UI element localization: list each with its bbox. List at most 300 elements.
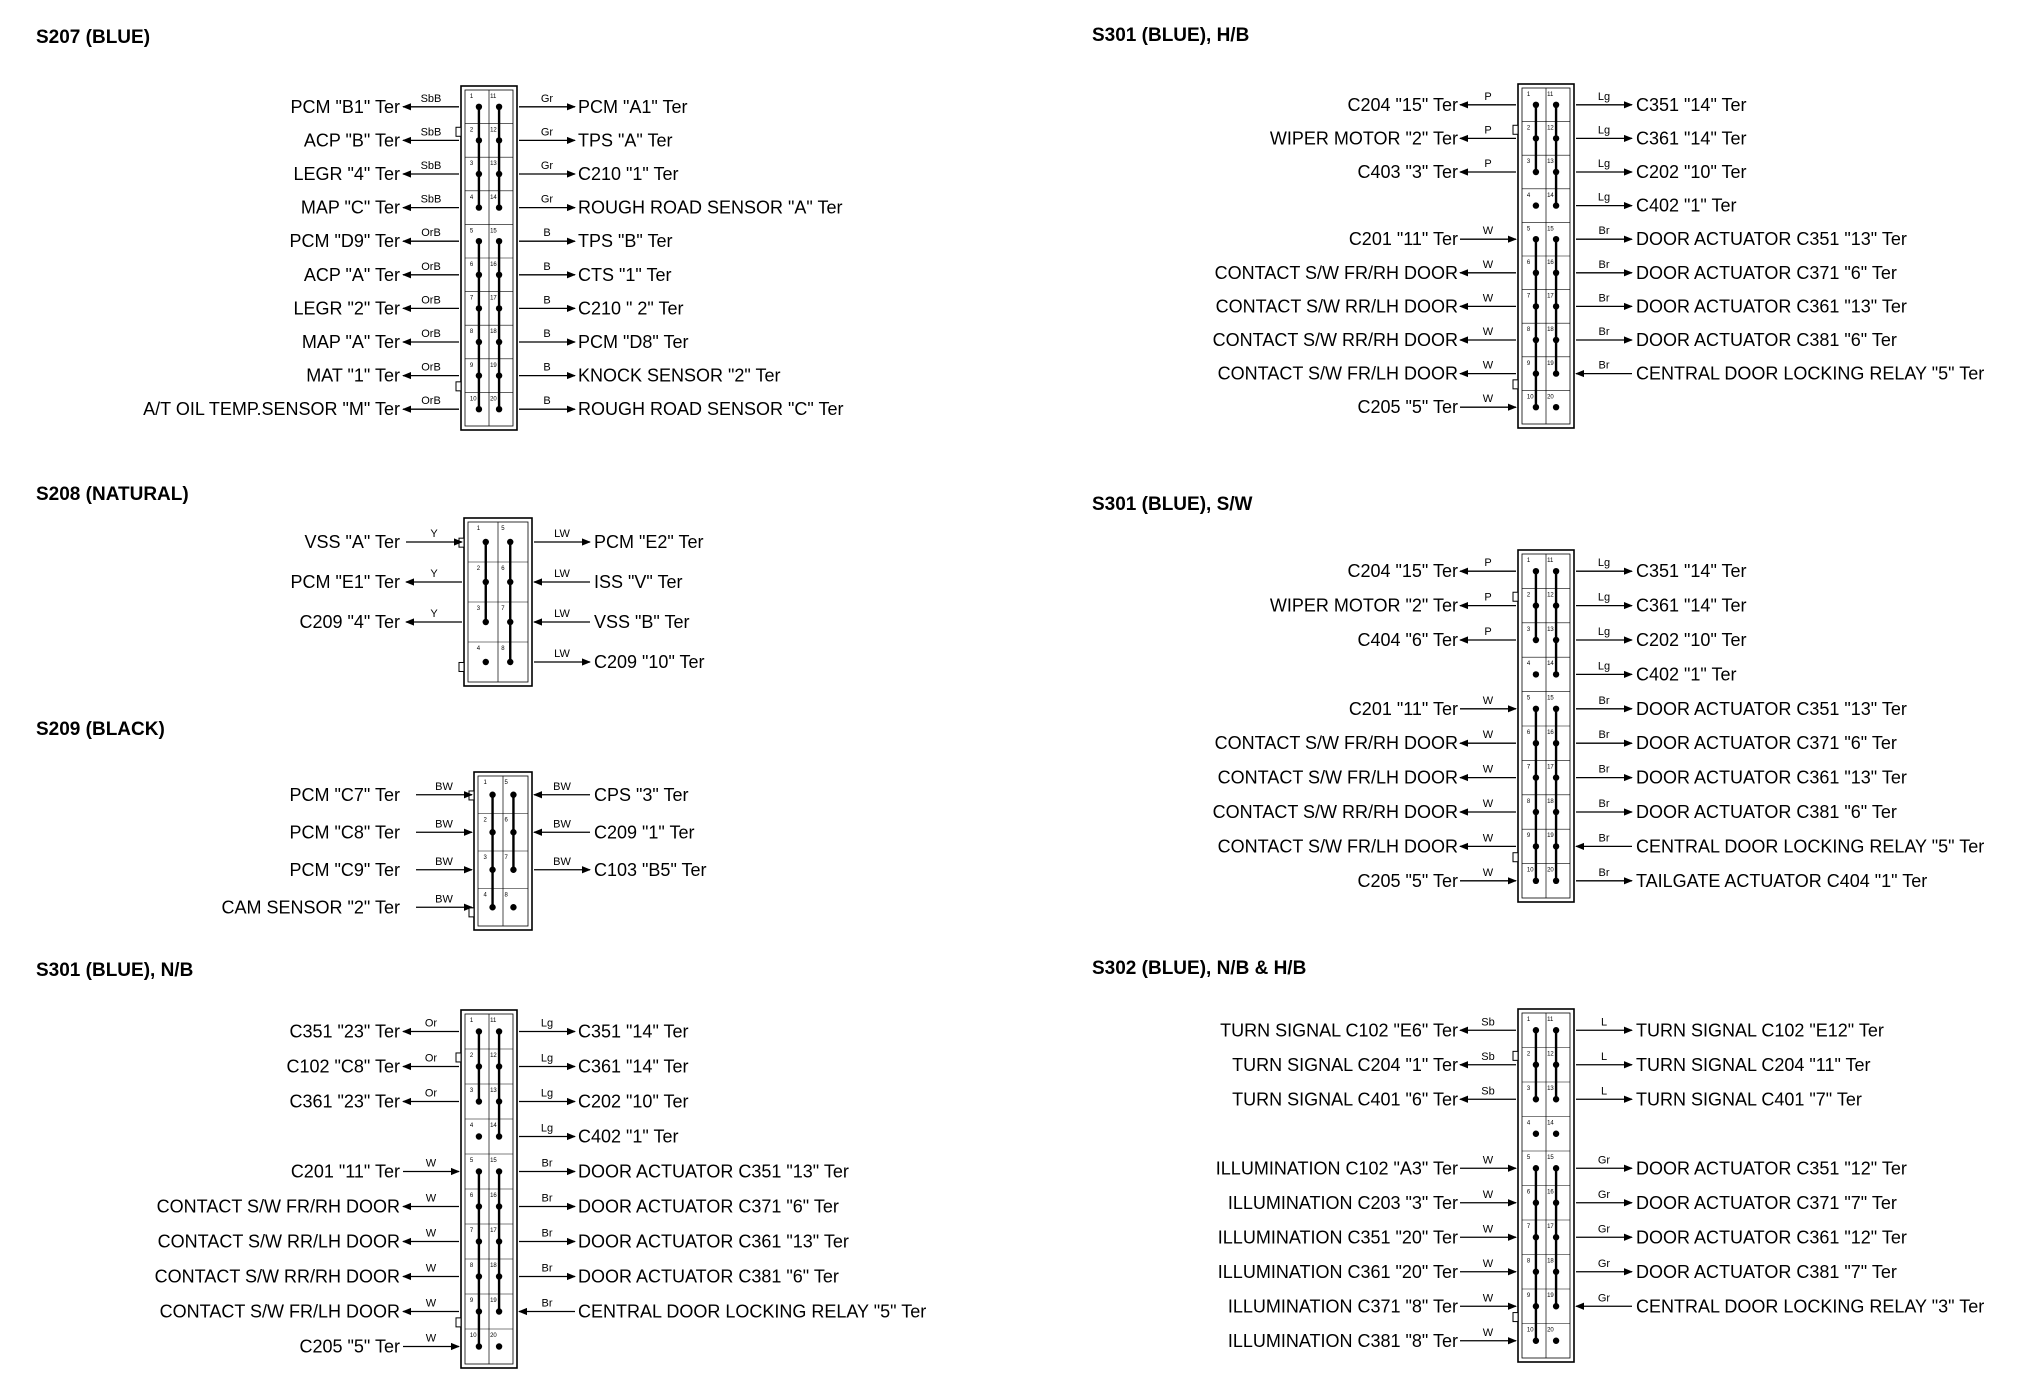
pin-number: 8: [469, 329, 474, 336]
connector-pin: [1533, 1338, 1539, 1344]
pin-number: 13: [1547, 1086, 1554, 1092]
terminal-label: C402 "1" Ter: [1636, 664, 1737, 685]
wire-left: [305, 528, 462, 552]
wire-left: [289, 1088, 459, 1112]
pin-number: 6: [1526, 260, 1531, 266]
connector-pin: [496, 1133, 502, 1139]
connector-pin: [510, 792, 516, 798]
terminal-label: CONTACT S/W FR/LH DOOR: [1217, 767, 1458, 788]
wire-left: [1228, 1189, 1516, 1213]
connector-lock-tab: [459, 538, 464, 547]
terminal-label: DOOR ACTUATOR C351 "13" Ter: [578, 1161, 849, 1182]
terminal-label: LEGR "2" Ter: [293, 298, 400, 319]
terminal-label: C204 "15" Ter: [1347, 561, 1458, 582]
terminal-label: C351 "14" Ter: [1636, 94, 1747, 115]
pin-number: 16: [1547, 730, 1554, 736]
pin-number: 8: [1526, 327, 1531, 334]
wire-color-code: Gr: [1597, 1223, 1611, 1236]
terminal-label: PCM "D8" Ter: [578, 332, 689, 352]
terminal-label: CONTACT S/W RR/LH DOOR: [157, 1231, 400, 1252]
connector-pin: [483, 579, 489, 585]
terminal-label: TPS "B" Ter: [578, 231, 673, 252]
pin-number: 3: [1526, 626, 1531, 633]
connector-pin: [1553, 1027, 1559, 1033]
wire-right: [1576, 292, 1907, 316]
wire-color-code: W: [1482, 694, 1494, 707]
pin-number: 14: [1547, 661, 1554, 668]
wire-left: [1216, 292, 1516, 316]
wire-right: [1576, 798, 1897, 822]
wire-left: [291, 93, 459, 117]
terminal-label: C209 "10" Ter: [594, 652, 705, 672]
wire-color-code: Y: [430, 608, 438, 620]
wire-right: [1576, 695, 1907, 719]
terminal-label: PCM "E2" Ter: [594, 532, 704, 552]
wire-left: [1213, 798, 1516, 822]
terminal-label: PCM "C7" Ter: [289, 784, 400, 805]
wire-color-code: W: [425, 1157, 437, 1170]
pin-number: 3: [1526, 1086, 1531, 1092]
connector-lock-tab: [1513, 853, 1518, 862]
pin-number: 5: [1526, 695, 1531, 702]
connector-pin: [496, 104, 502, 110]
wire-left: [1218, 764, 1516, 788]
connector-pin: [1533, 236, 1539, 242]
wire-color-code: W: [1482, 1326, 1494, 1339]
terminal-label: C204 "15" Ter: [1347, 94, 1458, 115]
connector-pin: [483, 659, 489, 665]
wire-color-code: LW: [554, 568, 570, 580]
wire-right: [1576, 192, 1737, 216]
wire-left: [294, 294, 460, 318]
connector-pin: [476, 1308, 482, 1314]
wire-left: [1218, 1258, 1516, 1282]
wire-right: [534, 608, 689, 632]
wire-left: [1347, 91, 1516, 115]
pin-number: 8: [1526, 798, 1531, 805]
terminal-label: PCM "A1" Ter: [578, 96, 688, 117]
terminal-label: TURN SIGNAL C102 "E12" Ter: [1636, 1020, 1884, 1041]
pin-number: 14: [1547, 1120, 1554, 1127]
connector-pin: [1533, 671, 1539, 677]
pin-number: 8: [469, 1263, 474, 1269]
terminal-label: PCM "C8" Ter: [289, 822, 400, 843]
pin-number: 2: [469, 127, 474, 134]
connector-body: [456, 86, 517, 430]
connector-pin: [476, 1098, 482, 1104]
terminal-label: VSS "A" Ter: [304, 532, 400, 552]
connector-body: [1513, 84, 1574, 428]
wire-right: [519, 227, 672, 251]
pin-number: 1: [483, 780, 487, 786]
connector-pin: [1553, 809, 1559, 815]
wire-color-code: W: [1482, 292, 1494, 305]
wire-color-code: P: [1484, 124, 1492, 137]
connector-pin: [1553, 1269, 1559, 1275]
terminal-label: DOOR ACTUATOR C371 "7" Ter: [1636, 1192, 1897, 1213]
terminal-label: C205 "5" Ter: [1357, 870, 1458, 891]
terminal-label: A/T OIL TEMP.SENSOR "M" Ter: [143, 399, 400, 420]
wire-right: [1576, 326, 1897, 350]
wire-left: [1228, 1327, 1516, 1351]
wire-right: [519, 1193, 839, 1217]
connector-pin: [1553, 202, 1559, 208]
wire-left: [160, 1298, 459, 1322]
connector-pin: [476, 305, 482, 311]
connector-pin: [476, 1343, 482, 1349]
wire-color-code: W: [1482, 763, 1494, 776]
wire-color-code: OrB: [421, 361, 441, 374]
wire-color-code: BW: [435, 855, 453, 868]
pin-number: 10: [1526, 867, 1534, 874]
connector-section-s301sw: [1092, 494, 1984, 902]
connector-pin: [496, 1308, 502, 1314]
pin-number: 5: [469, 1158, 474, 1164]
wire-color-code: W: [1482, 798, 1494, 810]
connector-pin: [476, 372, 482, 378]
wire-color-code: Sb: [1481, 1016, 1495, 1029]
connector-pin: [510, 904, 516, 910]
terminal-label: C404 "6" Ter: [1357, 630, 1458, 650]
pin-number: 17: [1547, 1224, 1554, 1230]
wire-color-code: Lg: [1597, 557, 1611, 570]
pin-number: 17: [1547, 293, 1554, 300]
terminal-label: CONTACT S/W FR/LH DOOR: [159, 1301, 400, 1322]
wire-color-code: Lg: [540, 1017, 554, 1030]
connector-pin: [1533, 1303, 1539, 1309]
pin-number: 2: [483, 817, 487, 824]
connector-pin: [1553, 337, 1559, 343]
terminal-label: C361 "14" Ter: [1636, 128, 1747, 149]
pin-number: 18: [490, 1263, 497, 1269]
connector-pin: [496, 1238, 502, 1244]
wire-right: [519, 328, 688, 352]
connector-pin: [1533, 740, 1539, 746]
pin-number: 17: [490, 295, 497, 302]
wire-color-code: W: [425, 1262, 437, 1275]
wire-right: [534, 568, 682, 592]
wire-color-code: W: [425, 1297, 437, 1310]
wire-right: [1576, 91, 1747, 115]
wire-right: [519, 126, 672, 150]
terminal-label: ISS "V" Ter: [594, 572, 683, 592]
pin-number: 2: [469, 1053, 474, 1059]
wire-color-code: Sb: [1481, 1050, 1495, 1063]
wire-color-code: W: [1482, 326, 1494, 338]
wire-color-code: Lg: [1597, 591, 1611, 604]
wire-left: [1218, 832, 1516, 856]
wire-right: [534, 781, 688, 805]
pin-number: 7: [1526, 764, 1531, 771]
wire-left: [1270, 124, 1516, 148]
wire-right: [1576, 626, 1747, 650]
wire-color-code: B: [543, 227, 551, 240]
pin-number: 3: [469, 161, 474, 168]
terminal-label: C210 " 2" Ter: [578, 298, 684, 319]
wire-color-code: B: [543, 328, 551, 340]
connector-pin: [1533, 637, 1539, 643]
wire-right: [519, 1158, 849, 1182]
terminal-label: ACP "B" Ter: [303, 130, 400, 151]
wire-right: [1576, 1189, 1897, 1213]
wire-color-code: W: [425, 1332, 437, 1345]
pin-number: 18: [1547, 1258, 1554, 1265]
pin-number: 18: [490, 329, 497, 336]
pin-number: 11: [490, 1018, 497, 1024]
terminal-label: ROUGH ROAD SENSOR "C" Ter: [578, 399, 844, 420]
terminal-label: CONTACT S/W FR/RH DOOR: [1214, 733, 1458, 754]
pin-number: 10: [1526, 1327, 1534, 1334]
wire-color-code: Gr: [1597, 1188, 1611, 1201]
wire-color-code: W: [425, 1227, 437, 1240]
terminal-label: DOOR ACTUATOR C381 "7" Ter: [1636, 1261, 1897, 1282]
connector-pin: [476, 1203, 482, 1209]
connector-lock-tab: [469, 908, 474, 917]
terminal-label: C202 "10" Ter: [1636, 630, 1747, 650]
connector-pin: [476, 238, 482, 244]
wire-color-code: LW: [554, 528, 570, 540]
pin-number: 11: [1547, 92, 1554, 98]
connector-body: [1513, 550, 1574, 902]
connector-pin: [1553, 1200, 1559, 1206]
terminal-label: C202 "10" Ter: [578, 1091, 689, 1112]
pin-number: 12: [490, 1053, 497, 1059]
wire-color-code: Lg: [540, 1052, 554, 1065]
wire-right: [1576, 832, 1984, 856]
wire-left: [1213, 326, 1516, 350]
connector-pin: [496, 1203, 502, 1209]
connector-pin: [496, 1273, 502, 1279]
connector-pin: [1533, 1027, 1539, 1033]
pin-number: 3: [469, 1088, 474, 1094]
wire-color-code: Gr: [1597, 1154, 1611, 1167]
terminal-label: CONTACT S/W FR/RH DOOR: [1214, 262, 1458, 283]
wire-left: [291, 568, 462, 592]
wire-color-code: P: [1484, 557, 1492, 570]
connector-pin: [1553, 637, 1559, 643]
connector-pin: [507, 619, 513, 625]
pin-number: 14: [1547, 192, 1554, 199]
wire-color-code: Br: [541, 1192, 553, 1205]
connector-pin: [1533, 774, 1539, 780]
connector-pin: [1533, 809, 1539, 815]
terminal-label: DOOR ACTUATOR C351 "13" Ter: [1636, 698, 1907, 719]
wire-color-code: BW: [435, 893, 453, 906]
connector-pin: [1533, 1096, 1539, 1102]
wire-color-code: B: [543, 294, 551, 307]
connector-lock-tab: [456, 127, 461, 136]
wire-color-code: SbB: [420, 126, 442, 139]
connector-pin: [496, 406, 502, 412]
wire-right: [1576, 660, 1737, 684]
pin-number: 20: [1547, 867, 1554, 874]
pin-number: 9: [1526, 360, 1531, 367]
wire-right: [519, 1263, 839, 1287]
connector-pin: [1553, 370, 1559, 376]
wire-color-code: OrB: [421, 395, 441, 408]
pin-number: 4: [1526, 1120, 1531, 1127]
connector-pin: [476, 272, 482, 278]
pin-number: 5: [1526, 226, 1531, 233]
connector-pin: [476, 204, 482, 210]
terminal-label: TPS "A" Ter: [578, 130, 673, 151]
connector-pin: [476, 1028, 482, 1034]
pin-number: 8: [501, 646, 505, 652]
terminal-label: ILLUMINATION C371 "8" Ter: [1227, 1296, 1458, 1317]
connector-pin: [476, 137, 482, 143]
wire-color-code: SbB: [420, 193, 442, 206]
connector-pin: [496, 305, 502, 311]
connector-section-s208: [36, 484, 705, 686]
wire-color-code: LW: [554, 608, 570, 620]
wire-color-code: Br: [1598, 326, 1610, 338]
wire-color-code: L: [1600, 1016, 1608, 1029]
connector-pin: [476, 104, 482, 110]
terminal-label: C102 "C8" Ter: [286, 1056, 400, 1077]
connector-pin: [476, 1238, 482, 1244]
pin-number: 9: [469, 1298, 474, 1304]
terminal-label: CENTRAL DOOR LOCKING RELAY "5" Ter: [1636, 836, 1985, 857]
pin-number: 7: [1526, 1224, 1531, 1230]
pin-number: 7: [504, 855, 508, 861]
connector-pin: [1553, 1062, 1559, 1068]
connector-pin: [1553, 878, 1559, 884]
wire-right: [534, 818, 695, 842]
terminal-label: ROUGH ROAD SENSOR "A" Ter: [578, 197, 843, 218]
section-title: S301 (BLUE), H/B: [1092, 25, 1250, 46]
wire-color-code: Lg: [1597, 158, 1611, 170]
wire-color-code: B: [543, 260, 551, 273]
wire-right: [1576, 1051, 1871, 1075]
wire-right: [1576, 1085, 1862, 1109]
pin-number: 5: [469, 228, 474, 235]
terminal-label: CONTACT S/W RR/RH DOOR: [1212, 802, 1458, 822]
wire-right: [519, 1018, 689, 1042]
connector-pin: [496, 1028, 502, 1034]
connector-pin: [1553, 236, 1559, 242]
connector-body: [456, 1010, 517, 1368]
pin-number: 4: [469, 194, 474, 201]
wire-right: [1576, 1258, 1897, 1282]
terminal-label: MAT "1" Ter: [306, 365, 400, 386]
wire-right: [519, 261, 671, 285]
wire-color-code: L: [1600, 1085, 1608, 1098]
pin-number: 7: [469, 295, 474, 302]
connector-pin: [1533, 135, 1539, 141]
wire-color-code: Br: [1598, 225, 1610, 238]
connector-pin: [1533, 602, 1539, 608]
pin-number: 15: [1547, 1155, 1554, 1161]
terminal-label: CONTACT S/W RR/RH DOOR: [1212, 330, 1458, 350]
pin-number: 2: [476, 566, 481, 572]
terminal-label: DOOR ACTUATOR C361 "12" Ter: [1636, 1227, 1907, 1248]
pin-number: 15: [1547, 695, 1554, 702]
pin-number: 18: [1547, 327, 1554, 334]
wire-left: [1357, 867, 1516, 891]
wire-left: [299, 608, 462, 632]
wire-color-code: BW: [435, 818, 453, 831]
pin-number: 16: [490, 262, 497, 268]
terminal-label: DOOR ACTUATOR C371 "6" Ter: [578, 1196, 839, 1217]
pin-number: 1: [476, 526, 481, 532]
connector-body: [469, 772, 532, 930]
connector-pin: [1533, 169, 1539, 175]
connector-pin: [1533, 337, 1539, 343]
connector-body: [459, 518, 532, 686]
wire-right: [519, 1088, 689, 1112]
wire-right: [1576, 225, 1907, 249]
wire-right: [1576, 124, 1747, 148]
pin-number: 6: [501, 566, 505, 572]
terminal-label: CENTRAL DOOR LOCKING RELAY "3" Ter: [1636, 1296, 1985, 1317]
section-title: S209 (BLACK): [36, 719, 165, 740]
terminal-label: TURN SIGNAL C204 "11" Ter: [1636, 1054, 1871, 1075]
connector-pin: [1553, 1131, 1559, 1137]
wire-left: [1215, 729, 1516, 753]
wire-left: [143, 395, 459, 419]
wire-color-code: Lg: [1597, 90, 1611, 103]
section-title: S301 (BLUE), S/W: [1092, 494, 1253, 515]
connector-lock-tab: [1513, 592, 1518, 601]
wire-color-code: Sb: [1481, 1085, 1495, 1098]
pin-number: 14: [490, 1123, 497, 1129]
wire-right: [1576, 1292, 1984, 1316]
terminal-label: C351 "23" Ter: [289, 1021, 400, 1042]
connector-pin: [476, 171, 482, 177]
pin-number: 10: [1526, 394, 1534, 401]
connector-pin: [1533, 102, 1539, 108]
wire-color-code: SbB: [420, 160, 442, 172]
wire-color-code: Br: [1598, 694, 1610, 707]
wire-left: [1228, 1292, 1516, 1316]
connector-pin: [1533, 1131, 1539, 1137]
section-title: S301 (BLUE), N/B: [36, 960, 194, 981]
section-title: S208 (NATURAL): [36, 484, 189, 505]
terminal-label: DOOR ACTUATOR C371 "6" Ter: [1636, 262, 1897, 283]
terminal-label: PCM "D9" Ter: [289, 231, 400, 252]
pin-number: 13: [490, 161, 497, 168]
terminal-label: TURN SIGNAL C401 "6" Ter: [1232, 1089, 1458, 1110]
pin-number: 19: [1547, 360, 1554, 367]
pin-number: 20: [1547, 394, 1554, 401]
connector-pin: [496, 372, 502, 378]
connector-pin: [1553, 1165, 1559, 1171]
connector-pin: [507, 579, 513, 585]
wire-color-code: Br: [1598, 832, 1610, 845]
terminal-label: DOOR ACTUATOR C381 "6" Ter: [578, 1266, 839, 1287]
pin-number: 4: [1526, 192, 1531, 199]
wire-left: [1216, 1154, 1516, 1178]
wire-color-code: Lg: [1597, 626, 1611, 638]
connector-pin: [1553, 135, 1559, 141]
pin-number: 6: [469, 262, 474, 268]
connector-section-s301hb: [1092, 25, 1984, 428]
wire-color-code: W: [1482, 1154, 1494, 1167]
wire-color-code: Br: [1598, 292, 1610, 305]
pin-number: 17: [490, 1228, 497, 1234]
connector-pin: [1533, 1200, 1539, 1206]
connector-pin: [1553, 404, 1559, 410]
pin-number: 13: [1547, 159, 1554, 166]
connector-pin: [1553, 1234, 1559, 1240]
connector-pin: [507, 659, 513, 665]
wire-left: [299, 1333, 459, 1357]
connector-pin: [1533, 878, 1539, 884]
wire-color-code: Br: [541, 1297, 553, 1310]
wire-color-code: Lg: [1597, 191, 1611, 204]
pin-number: 1: [469, 94, 474, 100]
wire-color-code: W: [1482, 1223, 1494, 1236]
